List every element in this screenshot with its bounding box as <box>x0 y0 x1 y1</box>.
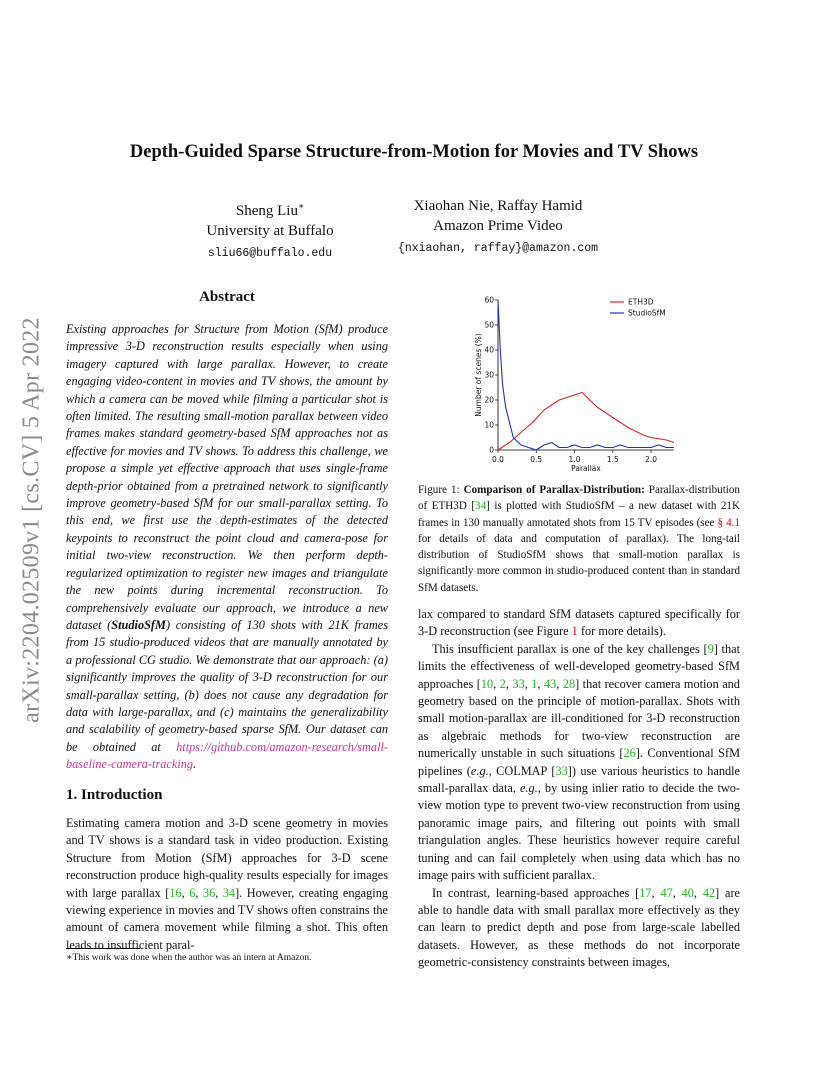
author-affiliation: Amazon Prime Video <box>433 218 563 234</box>
x-tick-label: 1.0 <box>568 455 581 464</box>
arxiv-id: arXiv:2204.02509v1 [cs.CV] 5 Apr 2022 <box>18 317 45 723</box>
citation[interactable]: 36 <box>202 885 216 900</box>
text-part: , by using inlier ratio to decide the two-view motion type to prevent two-view reconstruction from using panoramic image pairs, and filtering out points with small triangulation angles. These heuristics however require careful tuning and can fail completely when using data which has no image pairs with sufficient parallax. <box>418 781 740 883</box>
text-part: This insufficient parallax is one of the key challenges [ <box>432 641 708 656</box>
x-tick-label: 2.0 <box>645 455 658 464</box>
footnote: ∗This work was done when the author was an intern at Amazon. <box>66 953 312 963</box>
caption-title: Comparison of Parallax-Distribution: <box>463 484 645 496</box>
y-axis-label: Number of scenes (%) <box>474 333 483 417</box>
citation[interactable]: 43 <box>543 676 557 691</box>
citation[interactable]: 2 <box>499 676 506 691</box>
dataset-link[interactable]: https://github.com/amazon-research/small-baseline-camera-tracking <box>66 739 388 772</box>
text-part: for more details). <box>577 624 666 639</box>
author-mark: ∗ <box>297 201 305 211</box>
author-block-1 <box>180 196 360 264</box>
caption-part: Parallax-distribution of ETH3D [ <box>418 484 740 513</box>
citation[interactable]: 6 <box>189 885 196 900</box>
author-affiliation: University at Buffalo <box>206 223 334 239</box>
intro-paragraph: Estimating camera motion and 3-D scene geometry in movies and TV shows is a standard task in video production. Existing Structure from Motion (SfM) approaches for 3-D scene reconstruction produce high-quality results especially for images with large parallax [16, 6, 36, 34]. However, creating engaging viewing experience in movies and TV shows often constrains the amount of camera movement while filming a shot. This often leads to insufficient paral- <box>66 816 389 952</box>
y-tick-label: 30 <box>484 370 494 380</box>
text-part: In contrast, learning-based approaches [ <box>432 885 640 900</box>
y-tick-label: 50 <box>484 320 494 330</box>
citation[interactable]: 33 <box>555 763 568 778</box>
y-tick-label: 40 <box>484 345 494 355</box>
right-column-text <box>418 606 740 972</box>
abstract-part: Existing approaches for Structure from Motion (SfM) produce impressive 3-D reconstruction results especially when using imagery captured with large parallax. However, to create engaging video-content in movies and TV shows, the amount by which a camera can be moved while filming a particular shot is often limited. The resulting small-motion parallax between video frames makes standard geometry-based SfM approaches not as effective for movies and TV shows. To address this challenge, we propose a simple yet effective approach that uses single-frame depth-prior obtained from a pretrained network to significantly improve geometry-based SfM for our small-parallax setting. To this end, we first use the depth-estimates of the detected keypoints to reconstruct the point cloud and camera-pose for initial two-view reconstruction. We then perform depth-regularized optimization to register new images and triangulate the new points during incremental reconstruction. To comprehensively evaluate our approach, we introduce a new dataset ( <box>66 322 388 632</box>
text-part: Estimating camera motion and 3-D scene geometry in movies and TV shows is a standard task in video production. Existing Structure from Motion (SfM) approaches for 3-D scene reconstruction produce high-quality results especially for images with large parallax [ <box>66 816 388 900</box>
figure-link[interactable]: 1 <box>571 624 578 639</box>
figure-caption <box>418 482 740 596</box>
text-part: e.g. <box>470 763 489 778</box>
abstract-heading: Abstract <box>199 289 255 305</box>
text-part: ] that recover camera motion and geometry based on the principle of motion-parallax. Shots with small motion-parallax are ill-conditioned for 3-D reconstruction as algebraic methods for two-view reconstruction are numerically unstable in such situations [ <box>418 676 740 761</box>
legend-label: ETH3D <box>628 297 654 307</box>
citation[interactable]: 10 <box>480 676 494 691</box>
citation[interactable]: 1 <box>531 676 538 691</box>
paragraph: This insufficient parallax is one of the key challenges [9] that limits the effectiveness of well-developed geometry-based SfM approaches [10, 2, 33, 1, 43, 28] that recover camera motion and geometry based on the principle of motion-parallax. Shots with small motion-parallax are ill-conditioned for 3-D reconstruction as algebraic methods for two-view reconstruction are numerically unstable in such situations [26]. Conventional SfM pipelines (e.g., COLMAP [33]) use various heuristics to handle small-parallax data, e.g., by using inlier ratio to decide the two-view motion type to prevent two-view reconstruction from using panoramic image pairs, and filtering out points with small triangulation angles. These heuristics however require careful tuning and can fail completely when using data which has no image pairs with sufficient parallax. <box>418 641 741 883</box>
parallax-chart <box>470 288 680 476</box>
series-line-eth3d <box>498 393 674 451</box>
text-part: lax compared to standard SfM datasets captured specifically for 3-D reconstruction (see Figure <box>418 607 740 639</box>
y-tick-label: 60 <box>484 295 494 305</box>
citation[interactable]: 40 <box>681 885 694 900</box>
paragraph: In contrast, learning-based approaches [17, 47, 40, 42] are able to handle data with small parallax more effectively as they can learn to predict depth and pose from large-scale labelled datasets. However, as these methods do not incorporate geometric-consistency constraints between images, <box>418 885 741 970</box>
x-axis-label: Parallax <box>571 464 601 473</box>
paper-title: Depth-Guided Sparse Structure-from-Motion for Movies and TV Shows <box>129 142 699 162</box>
text-part: ] that limits the effectiveness of well-developed geometry-based SfM approaches [ <box>418 641 740 691</box>
y-tick-label: 0 <box>489 445 494 455</box>
author-name: Sheng Liu <box>235 203 298 219</box>
x-tick-label: 1.5 <box>606 455 619 464</box>
y-tick-label: 10 <box>484 420 494 430</box>
citation[interactable]: 16 <box>169 885 182 900</box>
section-link[interactable]: § 4.1 <box>717 516 740 529</box>
text-part: ]. Conventional SfM pipelines ( <box>418 746 741 778</box>
citation[interactable]: 47 <box>660 885 673 900</box>
citation[interactable]: 28 <box>562 676 576 691</box>
text-part: ]) use various heuristics to handle small-parallax data, <box>418 763 740 796</box>
abstract-part: . <box>193 757 197 772</box>
section-heading: 1. Introduction <box>66 787 163 803</box>
text-part: , COLMAP [ <box>488 763 556 778</box>
citation[interactable]: 33 <box>512 676 525 691</box>
citation[interactable]: 34 <box>475 500 487 513</box>
dataset-name: StudioSfM <box>111 617 166 632</box>
citation[interactable]: 9 <box>707 641 714 656</box>
citation[interactable]: 34 <box>222 885 236 900</box>
abstract-text <box>66 321 388 774</box>
y-tick-label: 20 <box>484 395 494 405</box>
text-part: e.g. <box>520 781 538 796</box>
x-tick-label: 0.5 <box>530 455 543 464</box>
footnote-rule <box>66 948 140 949</box>
caption-part: ] is plotted with StudioSfM – a new dataset with 21K frames in 130 manually annotated shots from 15 TV episodes (see <box>418 500 740 529</box>
author-email: sliu66@buffalo.edu <box>207 247 333 260</box>
abstract-part: ) consisting of 130 shots with 21K frames from 15 studio-produced videos that are manually annotated by a professional CG studio. We demonstrate that our approach: (a) significantly improves the quality of 3-D reconstruction for our small-parallax setting, (b) does not cause any degradation for data with large-parallax, and (c) maintains the generalizability and scalability of geometry-based sparse SfM. Our dataset can be obtained at <box>66 617 388 754</box>
author-block-2 <box>378 196 618 259</box>
author-email: {nxiaohan, raffay}@amazon.com <box>397 242 599 255</box>
author-name: Xiaohan Nie, Raffay Hamid <box>413 198 583 214</box>
legend-label: StudioSfM <box>628 308 666 318</box>
caption-part: for details of data and computation of parallax). The long-tail distribution of StudioSfM shows that small-motion parallax is significantly more common in studio-produced content than in standard SfM datasets. <box>418 532 740 594</box>
text-part: ] are able to handle data with small parallax more effectively as they can learn to predict depth and pose from large-scale labelled datasets. However, as these methods do not incorporate geometric-consistency constraints between images, <box>418 885 741 970</box>
citation[interactable]: 17 <box>639 885 652 900</box>
caption-label: Figure 1: <box>418 484 460 496</box>
text-part: ]. However, creating engaging viewing experience in movies and TV shows often constrains the amount of camera movement while filming a shot. This often leads to insufficient paral- <box>66 885 389 952</box>
x-tick-label: 0.0 <box>492 455 504 464</box>
citation[interactable]: 42 <box>702 885 716 900</box>
citation[interactable]: 26 <box>623 746 636 761</box>
arxiv-stamp <box>12 290 52 750</box>
paragraph <box>418 606 740 641</box>
series-line-studiosfm <box>498 297 674 450</box>
